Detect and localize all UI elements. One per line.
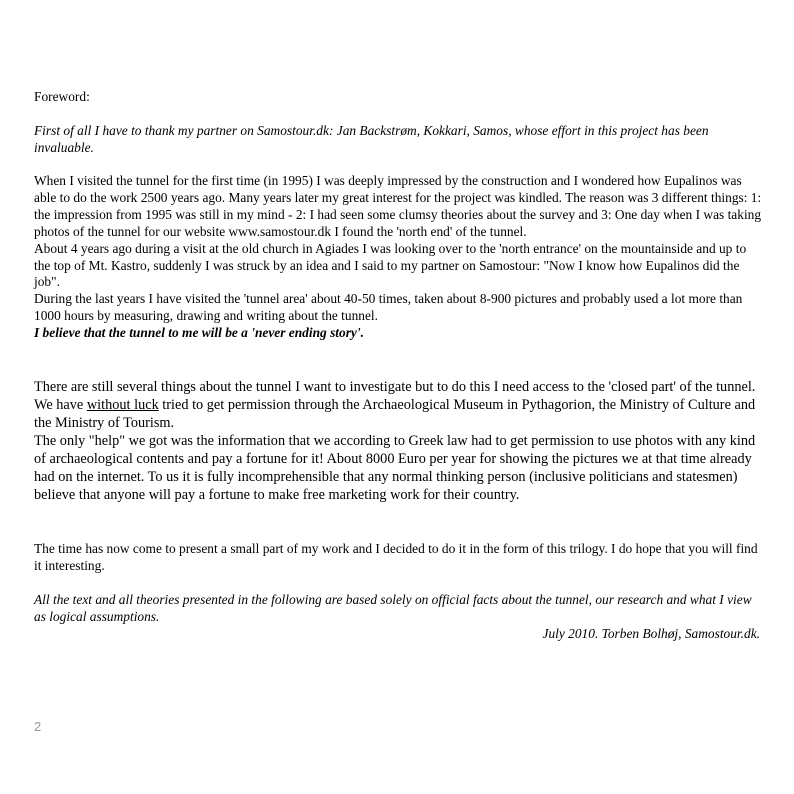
help-paragraph [34,432,766,504]
politicians-phrase: inclusive politicians and statesmen [533,469,733,486]
church-visit-paragraph: About 4 years ago during a visit at the old church in Agiades I was looking over to the 'north entrance' on the mountainside and up to the top of Mt. Kastro, suddenly I was struck by an idea and I said to my partner on Samostour: "Now I know how Eupalinos did the job". [34,240,747,290]
help-text-start: The only "help" we got was the information that we according to Greek law had to get permission to use photos with any kind of archaeological contents and pay a fortune for it! About 8000 Euro per year for showing the pictures we at that time already had on the internet. To us it is fully incomprehensible that any normal thinking person ( [34,433,756,486]
research-effort-paragraph: During the last years I have visited the 'tunnel area' about 40-50 times, taken about 8-900 pictures and probably used a lot more than 1000 hours by measuring, drawing and writing about the tunnel. [34,291,743,324]
access-paragraph [34,378,766,432]
trilogy-paragraph: The time has now come to present a small part of my work and I decided to do it in the form of this trilogy. I do hope that you will find it interesting. [34,541,758,573]
first-visit-paragraph: When I visited the tunnel for the first time (in 1995) I was deeply impressed by the construction and I wondered how Eupalinos was able to do the work 2500 years ago. Many years later my great interest for the project was kindled. The reason was 3 different things: 1: the impression from 1995 was still in my mind - 2: I had seen some clumsy theories about the survey and 3: One day when I was taking photos of the tunnel for our website www.samostour.dk I found the 'north end' of the tunnel. [34,173,762,239]
acknowledgement-paragraph: First of all I have to thank my partner on Samostour.dk: Jan Backstrøm, Kokkari, Samos, whose effort in this project has been invaluable. [34,123,709,155]
background-story [34,173,764,342]
without-luck-phrase: without luck [86,397,159,414]
basis-paragraph: All the text and all theories presented in the following are based solely on official facts about the tunnel, our research and what I view as logical assumptions. [34,592,752,624]
page-number: 2 [34,719,42,734]
author-signature: July 2010. Torben Bolhøj, Samostour.dk. [542,626,760,641]
access-text-start: There are still several things about the tunnel I want to investigate but to do this I need access to the 'closed part' of the tunnel. We have [34,379,756,414]
help-text-end: ) believe that anyone will pay a fortune to make free marketing work for their country. [34,469,738,504]
foreword-heading: Foreword: [34,89,90,104]
access-text-end: tried to get permission through the Archaeological Museum in Pythagorion, the Ministry of Culture and the Ministry of Tourism. [34,397,756,432]
never-ending-story-statement: I believe that the tunnel to me will be a 'never ending story'. [34,325,364,341]
